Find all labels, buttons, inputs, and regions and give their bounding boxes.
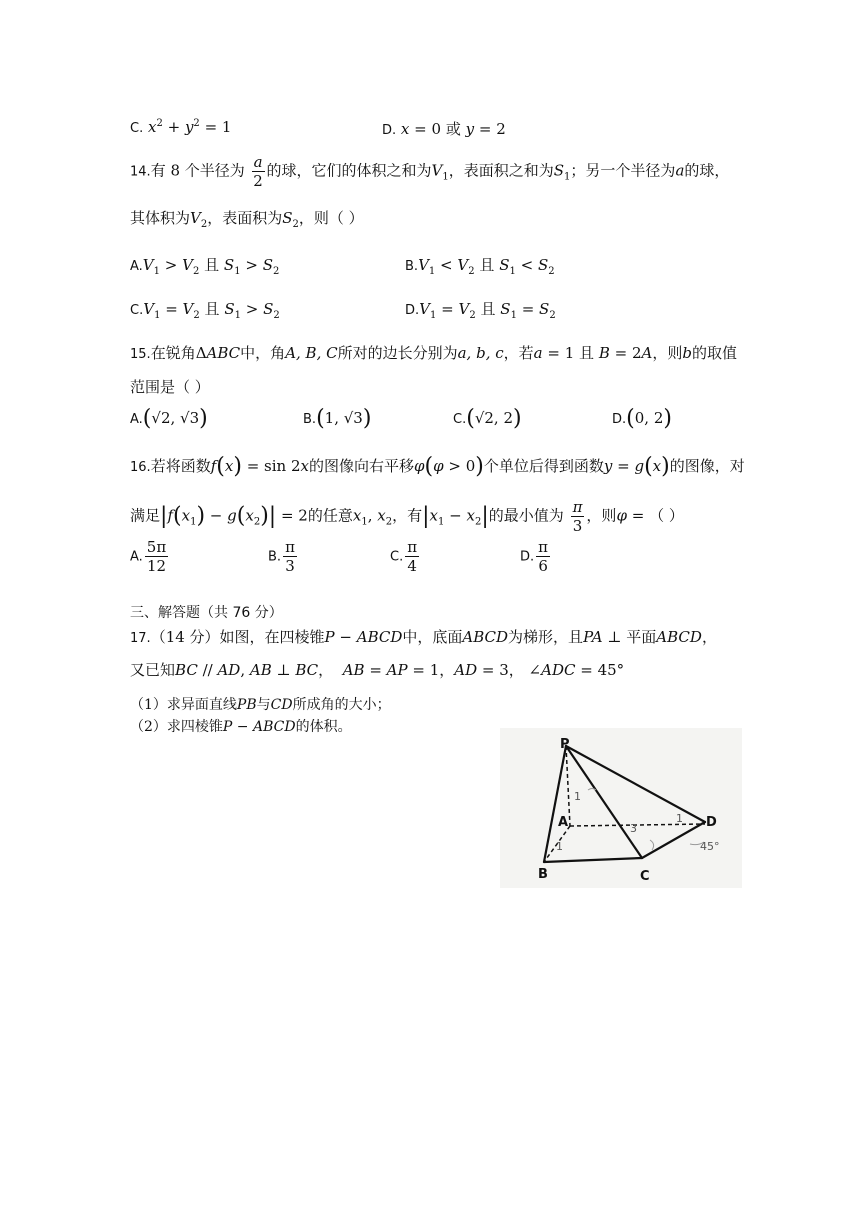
q15-option-c: C.(√2, 2) <box>453 406 522 431</box>
mark-ad-length: 3 <box>630 822 637 835</box>
q16-option-b: B. $\frac{\pi}{3}$ <box>268 538 295 575</box>
q16-fraction-pi-over-3: $\frac{\pi}{3}$ <box>572 498 583 535</box>
q16-option-d: D. $\frac{\pi}{6}$ <box>520 538 549 575</box>
section-heading: 三、解答题（共 76 分） <box>130 605 283 621</box>
q14-option-b: $B.V_1 < V_2$ 且 $S_1 < S_2$ <box>405 256 555 277</box>
label-b: B <box>538 867 548 882</box>
pyramid-diagram <box>500 728 742 888</box>
q15-option-d: D.(0, 2) <box>612 406 672 431</box>
q13-option-c: C. $x^2 + y^2 = 1$ <box>130 118 232 136</box>
pyramid-figure <box>500 728 742 888</box>
mark-pa-length: 1 <box>574 790 581 803</box>
q15-stem-line2: 范围是（ ） <box>130 378 210 396</box>
q13-option-d: D. x = 0 或 y = 2 <box>382 120 506 138</box>
q16-option-a: A. $\frac{5\pi}{12}$ <box>130 538 167 575</box>
q14-fraction-a-over-2: $\frac{a}{2}$ <box>253 153 263 190</box>
edge-ad-hidden <box>570 824 705 826</box>
q16-stem-line1: 16.若将函数f(x) = sin 2x的图像向右平移φ(φ > 0)个单位后得到函数y = g(x)的图像，对 <box>130 454 745 479</box>
q15-option-b: B.(1, √3) <box>303 406 372 431</box>
edge-pa-hidden <box>566 746 570 826</box>
q14-option-a: $A.V_1 > V_2$ 且 $S_1 > S_2$ <box>130 256 280 277</box>
label-d: D <box>706 815 717 830</box>
q14-option-d: $D.V_1 = V_2$ 且 $S_1 = S_2$ <box>405 300 556 321</box>
edge-cd <box>642 822 705 858</box>
q14-stem-line1: 14.有 8 个半径为 $\frac{a}{2}$ 的球，它们的体积之和为$V_1$，表面积之和为$S_1$；另一个半径为a的球， <box>130 153 730 190</box>
q14-option-c: $C.V_1 = V_2$ 且 $S_1 > S_2$ <box>130 300 280 321</box>
q15-option-a: A.(√2, √3) <box>130 406 208 431</box>
q16-stem-line2: 满足$|f(x_1) - g(x_2)| = 2$的任意$x_1$, $x_2$，有$|x_1 - x_2|$的最小值为 $\frac{\pi}{3}$ ，则φ = （ ） <box>130 498 684 535</box>
mark-angle-45: 45° <box>700 840 720 853</box>
q17-stem-line1: 17.（14 分）如图，在四棱锥P − ABCD中，底面ABCD为梯形，且PA ⊥ 平面ABCD， <box>130 628 717 646</box>
q15-stem-line1: 15.在锐角ΔABC中，角A, B, C所对的边长分别为a, b, c，若a = 1 且 B = 2A，则b的取值 <box>130 344 737 362</box>
q17-part2: （2）求四棱锥P − ABCD的体积。 <box>130 719 352 735</box>
label-c: C <box>640 869 650 884</box>
edge-pd <box>566 746 705 822</box>
q16-option-c: C. $\frac{\pi}{4}$ <box>390 538 418 575</box>
label-a: A <box>558 815 569 830</box>
label-p: P <box>560 737 570 752</box>
q14-stem-line2: 其体积为$V_2$，表面积为$S_2$，则（ ） <box>130 209 364 230</box>
mark-ap-length: 1 <box>676 812 683 825</box>
mark-ab-length: 1 <box>556 840 563 853</box>
q17-stem-line2: 又已知BC // AD, AB ⊥ BC， AB = AP = 1，AD = 3， ∠ADC = 45° <box>130 661 625 679</box>
edge-bc <box>544 858 642 862</box>
q17-part1: （1）求异面直线PB与CD所成角的大小； <box>130 697 391 713</box>
